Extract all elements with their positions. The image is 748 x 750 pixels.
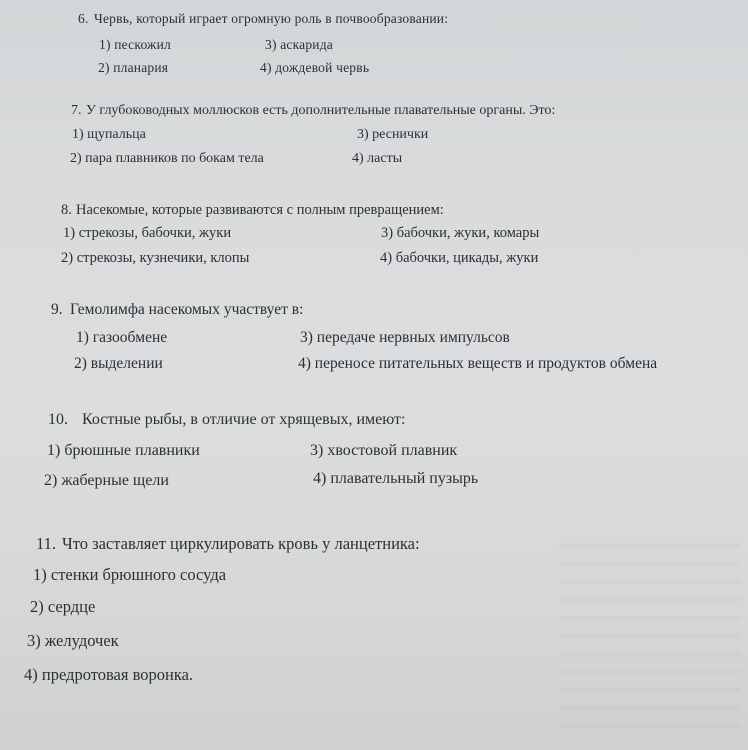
question-9-option-3: 3) передаче нервных импульсов [300, 329, 510, 346]
question-11-option-1: 1) стенки брюшного сосуда [33, 565, 227, 584]
question-6-option-4: 4) дождевой червь [260, 60, 370, 75]
question-10-number: 10. [48, 411, 68, 428]
question-9-number: 9. [51, 301, 63, 318]
question-8-option-3: 3) бабочки, жуки, комары [381, 225, 540, 241]
question-9-option-4: 4) переносе питательных веществ и продуктов обмена [298, 355, 658, 372]
question-8-option-1: 1) стрекозы, бабочки, жуки [63, 225, 232, 241]
question-6-option-2: 2) планария [98, 60, 169, 75]
question-8-option-2: 2) стрекозы, кузнечики, клопы [61, 250, 250, 266]
question-10-option-1: 1) брюшные плавники [47, 442, 200, 459]
question-9-option-2: 2) выделении [74, 355, 163, 372]
question-7-option-4: 4) ласты [352, 151, 403, 166]
question-6-text: Червь, который играет огромную роль в почвообразовании: [94, 11, 449, 26]
show-through-text [560, 530, 740, 730]
question-7-option-3: 3) реснички [357, 127, 429, 142]
question-8-option-4: 4) бабочки, цикады, жуки [380, 250, 539, 266]
question-7-number: 7. [71, 103, 82, 118]
question-9-text: Гемолимфа насекомых участвует в: [70, 301, 304, 318]
question-7-option-1: 1) щупальца [72, 127, 146, 142]
question-11-option-3: 3) желудочек [27, 631, 119, 650]
question-11-number: 11. [36, 534, 57, 553]
question-6-number: 6. [78, 11, 89, 26]
question-10-option-3: 3) хвостовой плавник [310, 442, 458, 459]
question-8-number: 8. [61, 202, 72, 218]
question-11-option-2: 2) сердце [30, 597, 96, 616]
question-6-option-3: 3) аскарида [265, 37, 333, 52]
question-7-option-2: 2) пара плавников по бокам тела [70, 151, 264, 166]
question-11-option-4: 4) предротовая воронка. [24, 665, 194, 684]
question-8-text: Насекомые, которые развиваются с полным превращением: [76, 202, 444, 218]
question-9-option-1: 1) газообмене [76, 329, 168, 346]
question-10-text: Костные рыбы, в отличие от хрящевых, имеют: [82, 411, 406, 428]
question-11-text: Что заставляет циркулировать кровь у ланцетника: [62, 534, 420, 553]
question-10-option-2: 2) жаберные щели [44, 472, 169, 489]
question-7-text: У глубоководных моллюсков есть дополнительные плавательные органы. Это: [86, 103, 556, 118]
question-6-option-1: 1) пескожил [99, 37, 171, 52]
question-10-option-4: 4) плавательный пузырь [313, 470, 479, 487]
